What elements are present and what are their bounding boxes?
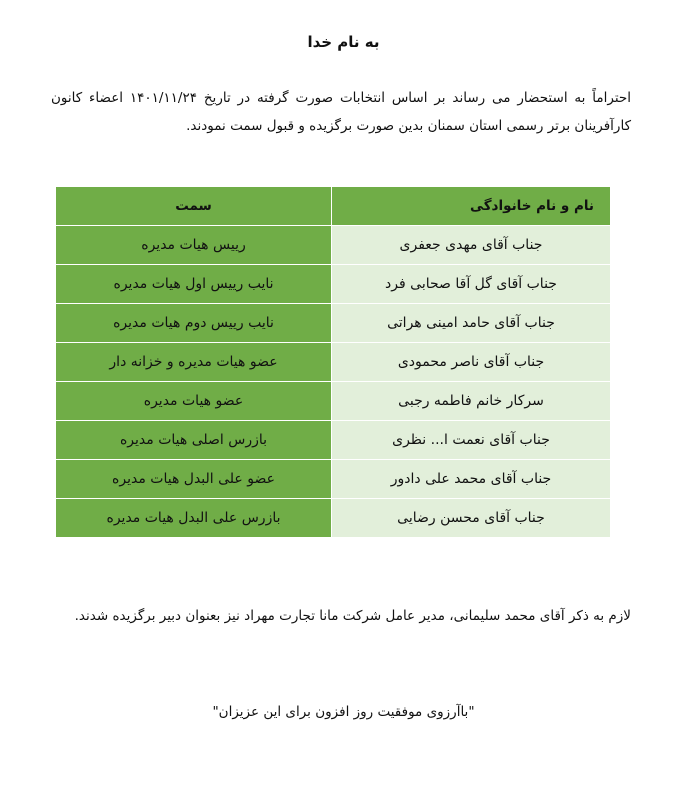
header-role: سمت [56, 187, 332, 226]
table-row [56, 421, 611, 460]
member-role: نایب رییس اول هیات مدیره [56, 265, 332, 304]
member-name: سرکار خانم فاطمه رجبی [332, 382, 611, 421]
document-title: به نام خدا [307, 33, 380, 51]
table-row [56, 265, 611, 304]
member-name: جناب آقای گل آقا صحابی فرد [332, 265, 611, 304]
member-role: عضو هیات مدیره و خزانه دار [56, 343, 332, 382]
closing-wish: "باآرزوی موفقیت روز افزون برای این عزیزان" [212, 704, 475, 720]
member-role: بازرس علی البدل هیات مدیره [56, 499, 332, 538]
member-role: نایب رییس دوم هیات مدیره [56, 304, 332, 343]
table-row [56, 304, 611, 343]
table-row [56, 226, 611, 265]
table-row [56, 382, 611, 421]
member-name: جناب آقای مهدی جعفری [332, 226, 611, 265]
member-role: عضو هیات مدیره [56, 382, 332, 421]
member-role: عضو علی البدل هیات مدیره [56, 460, 332, 499]
table-row [56, 460, 611, 499]
table-header-row [56, 187, 611, 226]
header-name: نام و نام خانوادگی [332, 187, 611, 226]
member-name: جناب آقای محسن رضایی [332, 499, 611, 538]
member-name: جناب آقای ناصر محمودی [332, 343, 611, 382]
member-name: جناب آقای نعمت ا... نظری [332, 421, 611, 460]
table-row [56, 499, 611, 538]
member-name: جناب آقای محمد علی دادور [332, 460, 611, 499]
board-members-table [55, 186, 611, 538]
member-name: جناب آقای حامد امینی هراتی [332, 304, 611, 343]
intro-paragraph: احتراماً به استحضار می رساند بر اساس انتخابات صورت گرفته در تاریخ ۱۴۰۱/۱۱/۲۴ اعضاء کانون کارآفرینان برتر رسمی استان سمنان بدین صورت برگزیده و قبول سمت نمودند. [51, 89, 631, 134]
table-row [56, 343, 611, 382]
member-role: رییس هیات مدیره [56, 226, 332, 265]
member-role: بازرس اصلی هیات مدیره [56, 421, 332, 460]
secretary-note: لازم به ذکر آقای محمد سلیمانی، مدیر عامل شرکت مانا تجارت مهراد نیز بعنوان دبیر برگزیده شدند. [74, 607, 631, 624]
